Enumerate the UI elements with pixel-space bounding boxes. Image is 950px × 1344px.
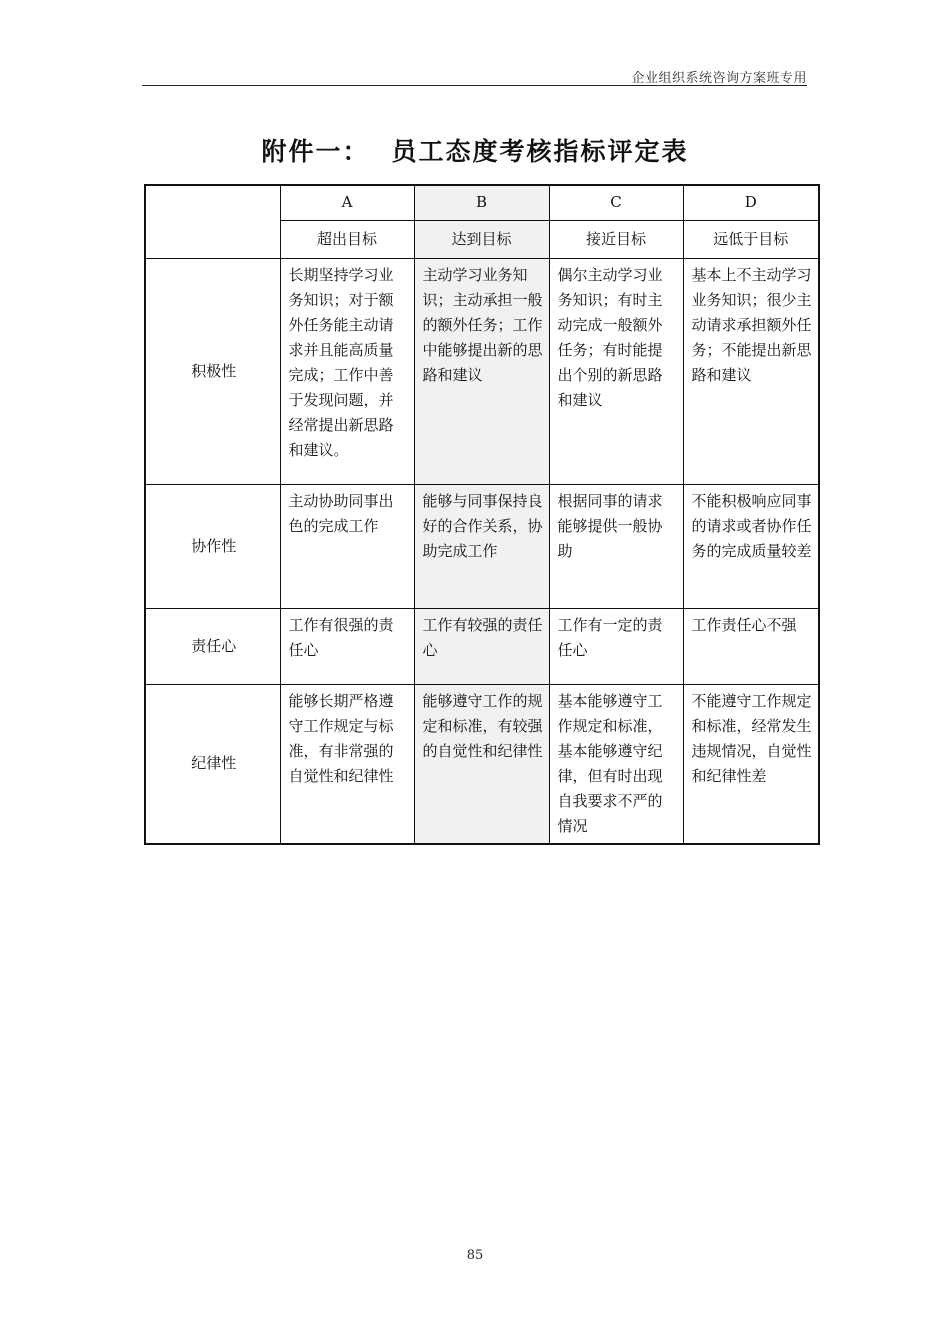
- column-label-a: 超出目标: [280, 220, 414, 258]
- column-letter-d: D: [683, 185, 819, 220]
- table-cell: 能够遵守工作的规定和标准，有较强的自觉性和纪律性: [414, 684, 549, 844]
- table-row-responsibility: [145, 608, 819, 684]
- column-letter-row: [145, 185, 819, 220]
- row-label-cooperation: 协作性: [145, 484, 280, 608]
- evaluation-table: [144, 184, 820, 845]
- table-row-initiative: [145, 258, 819, 484]
- table-cell: 偶尔主动学习业务知识；有时主动完成一般额外任务；有时能提出个别的新思路和建议: [549, 258, 683, 484]
- table-cell: 工作责任心不强: [683, 608, 819, 684]
- table-cell: 主动学习业务知识；主动承担一般的额外任务；工作中能够提出新的思路和建议: [414, 258, 549, 484]
- corner-cell: [145, 185, 280, 258]
- row-label-initiative: 积极性: [145, 258, 280, 484]
- table-cell: 能够长期严格遵守工作规定与标准，有非常强的自觉性和纪律性: [280, 684, 414, 844]
- title-prefix: 附件一：: [261, 137, 370, 166]
- column-label-d: 远低于目标: [683, 220, 819, 258]
- page-title: [0, 132, 950, 168]
- table-cell: 工作有较强的责任心: [414, 608, 549, 684]
- table-cell: 主动协助同事出色的完成工作: [280, 484, 414, 608]
- row-label-discipline: 纪律性: [145, 684, 280, 844]
- table-cell: 能够与同事保持良好的合作关系，协助完成工作: [414, 484, 549, 608]
- column-label-c: 接近目标: [549, 220, 683, 258]
- table-row-discipline: [145, 684, 819, 844]
- title-main: 员工态度考核指标评定表: [391, 137, 689, 166]
- row-label-responsibility: 责任心: [145, 608, 280, 684]
- running-header: 企业组织系统咨询方案班专用: [631, 71, 807, 86]
- table-cell: 工作有很强的责任心: [280, 608, 414, 684]
- page-number: 85: [466, 1248, 484, 1263]
- column-letter-a: A: [280, 185, 414, 220]
- column-letter-b: B: [414, 185, 549, 220]
- table-row-cooperation: [145, 484, 819, 608]
- table-cell: 不能遵守工作规定和标准，经常发生违规情况，自觉性和纪律性差: [683, 684, 819, 844]
- table-cell: 不能积极响应同事的请求或者协作任务的完成质量较差: [683, 484, 819, 608]
- table-cell: 工作有一定的责任心: [549, 608, 683, 684]
- table-cell: 根据同事的请求能够提供一般协助: [549, 484, 683, 608]
- header-rule: [142, 85, 807, 86]
- column-letter-c: C: [549, 185, 683, 220]
- table-cell: 基本能够遵守工作规定和标准，基本能够遵守纪律，但有时出现自我要求不严的情况: [549, 684, 683, 844]
- column-label-b: 达到目标: [414, 220, 549, 258]
- table-cell: 基本上不主动学习业务知识；很少主动请求承担额外任务；不能提出新思路和建议: [683, 258, 819, 484]
- table-cell: 长期坚持学习业务知识；对于额外任务能主动请求并且能高质量完成；工作中善于发现问题，并经常提出新思路和建议。: [280, 258, 414, 484]
